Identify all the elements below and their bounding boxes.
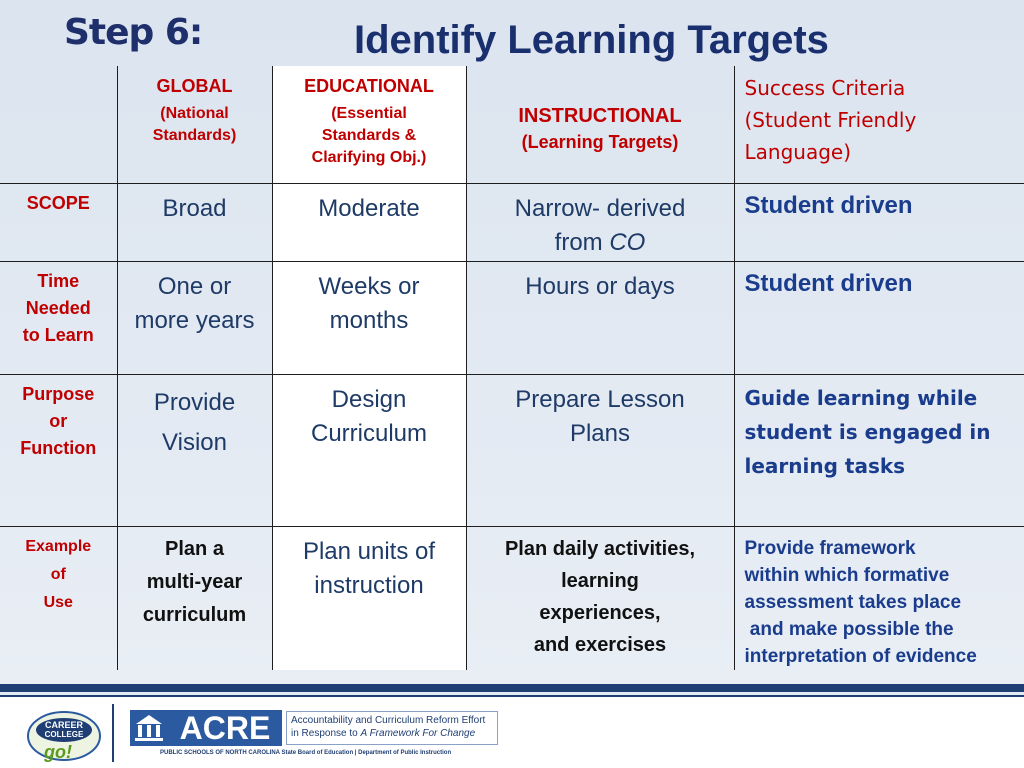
step-label: Step 6: bbox=[64, 12, 203, 53]
corner-cell bbox=[0, 66, 117, 183]
example-educational: Plan units of instruction bbox=[272, 526, 466, 670]
header-row bbox=[0, 66, 1024, 183]
scope-global: Broad bbox=[117, 183, 272, 261]
row-label-purpose: Purpose or Function bbox=[0, 374, 117, 526]
time-educational: Weeks or months bbox=[272, 261, 466, 374]
time-instructional: Hours or days bbox=[466, 261, 734, 374]
row-label-scope: SCOPE bbox=[0, 183, 117, 261]
footer-bar bbox=[0, 684, 1024, 692]
acre-logo-text: ACRE bbox=[168, 710, 282, 746]
header-global-sub: (National Standards) bbox=[152, 105, 237, 144]
svg-text:go!: go! bbox=[44, 742, 72, 762]
nc-building-icon bbox=[130, 710, 168, 746]
scope-success: Student driven bbox=[734, 183, 1024, 261]
header-global bbox=[117, 66, 272, 183]
table-row bbox=[0, 183, 1024, 261]
table-row bbox=[0, 374, 1024, 526]
acre-description: Accountability and Curriculum Reform Effort in Response to A Framework For Change bbox=[286, 711, 498, 745]
header-educational bbox=[272, 66, 466, 183]
purpose-instructional: Prepare Lesson Plans bbox=[466, 374, 734, 526]
svg-text:COLLEGE: COLLEGE bbox=[44, 730, 84, 739]
purpose-success: Guide learning while student is engaged in learning tasks bbox=[734, 374, 1024, 526]
scope-instructional: Narrow- derived from CO bbox=[466, 183, 734, 261]
time-global: One or more years bbox=[117, 261, 272, 374]
header-success-line2: (Student Friendly bbox=[744, 108, 917, 132]
header-global-title: GLOBAL bbox=[156, 76, 233, 96]
scope-educational: Moderate bbox=[272, 183, 466, 261]
header-educational-sub: (Essential Standards & Clarifying Obj.) bbox=[311, 105, 427, 166]
career-college-logo-icon bbox=[26, 708, 102, 762]
table-row bbox=[0, 261, 1024, 374]
slide-title: Identify Learning Targets bbox=[354, 18, 829, 62]
header-educational-title: EDUCATIONAL bbox=[304, 76, 434, 96]
header-success-criteria bbox=[734, 66, 1024, 183]
purpose-educational: Design Curriculum bbox=[272, 374, 466, 526]
table-row bbox=[0, 526, 1024, 670]
time-success: Student driven bbox=[734, 261, 1024, 374]
row-label-time: Time Needed to Learn bbox=[0, 261, 117, 374]
header-instructional-sub: (Learning Targets) bbox=[521, 132, 679, 153]
example-global: Plan a multi-year curriculum bbox=[117, 526, 272, 670]
learning-targets-table bbox=[0, 66, 1024, 670]
header-success-line1: Success Criteria bbox=[744, 76, 906, 100]
purpose-global: Provide Vision bbox=[117, 374, 272, 526]
acre-subtitle: PUBLIC SCHOOLS OF NORTH CAROLINA State Board of Education | Department of Public Instruction bbox=[160, 750, 452, 756]
example-instructional: Plan daily activities, learning experiences, and exercises bbox=[466, 526, 734, 670]
svg-text:CAREER: CAREER bbox=[44, 720, 84, 730]
header-instructional bbox=[466, 66, 734, 183]
example-success: Provide framework within which formative assessment takes place and make possible the interpretation of evidence bbox=[734, 526, 1024, 670]
header-success-line3: Language) bbox=[744, 140, 852, 164]
row-label-example: Example of Use bbox=[0, 526, 117, 670]
footer-divider bbox=[112, 704, 114, 762]
header-instructional-title: INSTRUCTIONAL bbox=[518, 105, 682, 128]
